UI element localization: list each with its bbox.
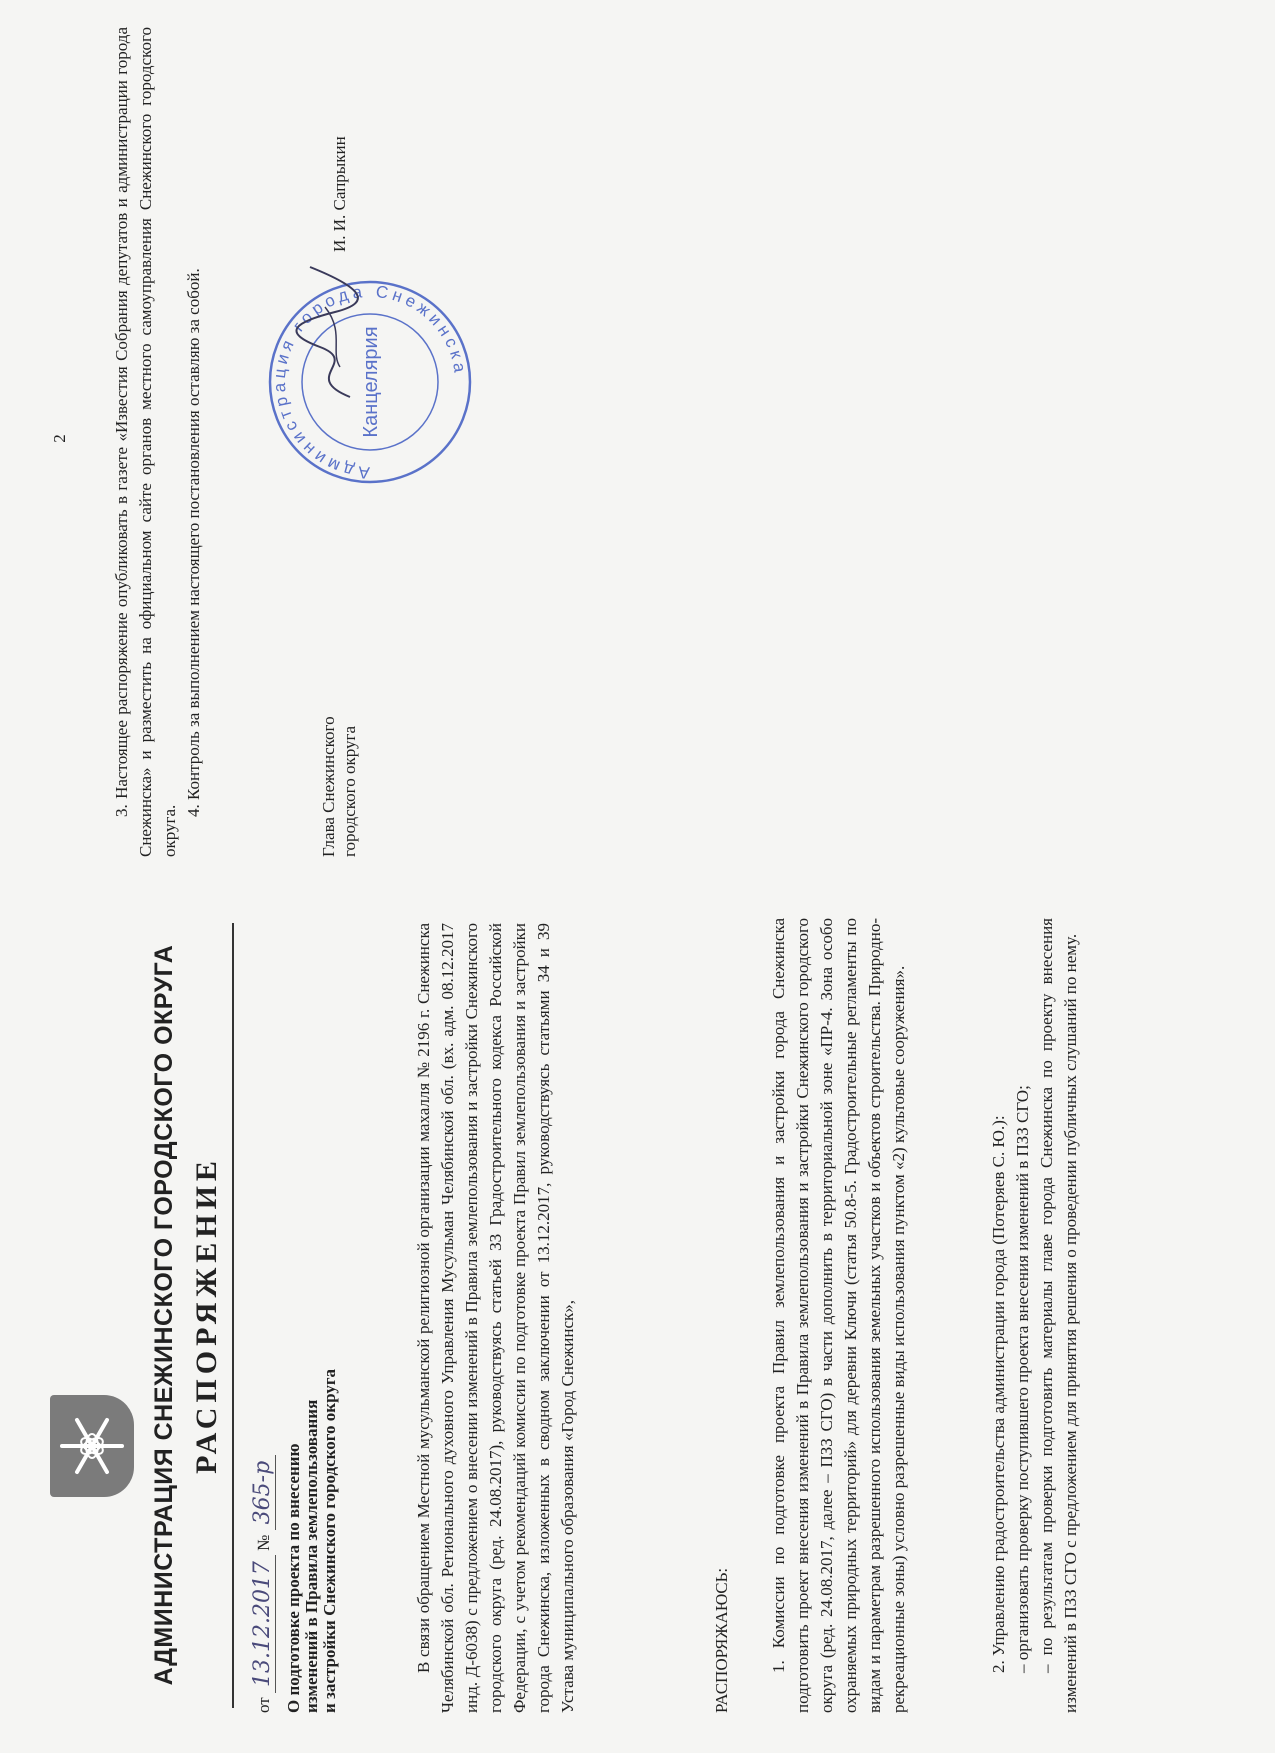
signer-title-line: городского округа	[340, 725, 359, 857]
decree-heading: РАСПОРЯЖАЮСЬ:	[712, 1567, 731, 1713]
subject-line: О подготовке проекта по внесению	[284, 1443, 303, 1713]
organization-title: АДМИНИСТРАЦИЯ СНЕЖИНСКОГО ГОРОДСКОГО ОКРУГА	[150, 944, 178, 1686]
item-2a-paragraph: – организовать проверку поступившего проекта внесения изменений в ПЗЗ СГО;	[1013, 1085, 1032, 1673]
item-3-4-block	[110, 27, 206, 857]
page-1	[0, 877, 1275, 1753]
document-type-title: РАСПОРЯЖЕНИЕ	[190, 1156, 223, 1474]
subject-line: изменений в Правила землепользования	[302, 1399, 321, 1713]
document-date: 13.12.2017	[250, 1555, 276, 1693]
page-number: 2	[50, 434, 69, 443]
handwritten-signature-icon	[290, 257, 370, 407]
item-1-paragraph: 1. Комиссии по подготовке проекта Правил землепользования и застройки города Снежинска подготовить проект внесения изменений в Правила землепользования и застройки Снежинского городского округа (ред. 24.08.2017, далее – ПЗЗ СГО) в части дополнить в территориальной зоне «ПР-4. Зона особо охраняемых природных территорий» для деревни Ключи (статья 50.8-5. Градостроительные регламенты по видам и параметрам разрешенного использования земельных участков и объектов строительства. Природно-рекреационные зоны) условно разрешенные виды использования пунктом «2) культовые сооружения».	[769, 918, 908, 1713]
item-2-block	[987, 918, 1083, 1713]
stamp-outer-text: Администрация города Снежинска	[269, 281, 470, 483]
header-divider	[232, 923, 234, 1708]
snowflake-atom-emblem-icon	[50, 1395, 134, 1497]
document-number: 365-р	[250, 1455, 276, 1531]
signer-name: И. И. Сапрыкин	[330, 136, 349, 252]
date-prefix: от	[254, 1697, 273, 1713]
item-2-paragraph: 2. Управлению градостроительства администрации города (Потеряев С. Ю.):	[989, 1115, 1008, 1673]
item-3-paragraph: 3. Настоящее распоряжение опубликовать в газете «Известия Собрания депутатов и администрации города Снежинска» и разместить на официальном сайте органов местного самоуправления Снежинского городского округа.	[112, 27, 179, 857]
item-2b-paragraph: – по результатам проверки подготовить материалы главе города Снежинска по проекту внесения изменений в ПЗЗ СГО с предложением для принятия решения о проведении публичных слушаний по нему.	[1037, 918, 1080, 1713]
subject-line: и застройки Снежинского городского округа	[320, 1368, 339, 1713]
signer-title	[318, 716, 360, 857]
intro-paragraph: В связи обращением Местной мусульманской религиозной организации махалля № 2196 г. Снежинска Челябинской обл. Регионального духовного Управления Мусульман Челябинской обл. (вх. адм. 08.12.2017 инд. Д-6038) с предложением о внесении изменений в Правила землепользования и застройки Снежинского городского округа (ред. 24.08.2017), руководствуясь статьей 33 Градостроительного кодекса Российской Федерации, с учетом рекомендаций комиссии по подготовке проекта Правил землепользования и застройки города Снежинска, изложенных в сводном заключении от 13.12.2017, руководствуясь статьями 34 и 39 Устава муниципального образования «Город Снежинск»,	[414, 923, 577, 1713]
signer-title-line: Глава Снежинского	[319, 716, 338, 857]
stamp-center-text: Канцелярия	[360, 326, 382, 438]
number-prefix: №	[254, 1534, 273, 1551]
date-number-line	[250, 1455, 275, 1713]
document-subject	[285, 1369, 339, 1713]
item-4-paragraph: 4. Контроль за выполнением настоящего постановления оставляю за собой.	[184, 268, 203, 817]
